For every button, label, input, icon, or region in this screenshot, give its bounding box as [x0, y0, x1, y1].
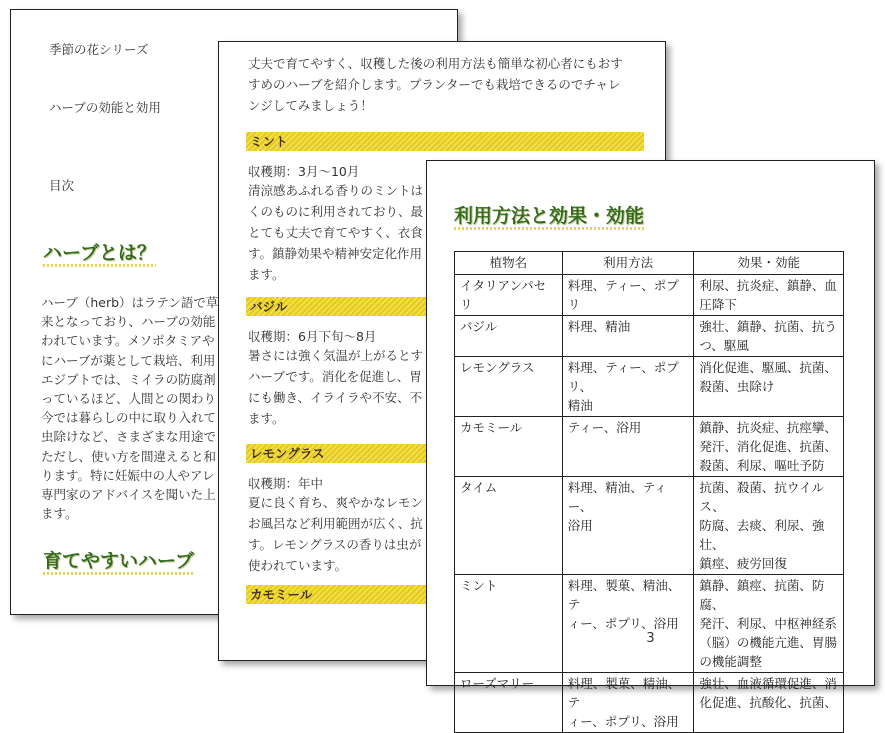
body-line: にハーブが薬として栽培、利用 — [41, 352, 216, 368]
plant-cell — [455, 673, 563, 733]
cell-line: 鎮静、抗炎症、抗痙攣、 — [699, 420, 837, 435]
page-number: 3 — [646, 631, 655, 646]
section-line: にも働き、イライラや不安、不 — [248, 390, 423, 405]
cell-line: バジル — [460, 319, 498, 334]
cell-line: 強壮、鎮静、抗菌、抗う — [699, 319, 837, 334]
section-line: ます。 — [248, 411, 285, 426]
section-band-1: バジル — [246, 297, 644, 316]
section-line: くのものに利用されており、最 — [248, 204, 424, 219]
cell-line: 防腐、去痰、利尿、強壮、 — [699, 518, 825, 552]
cell-line: 料理、ティー、ポプリ — [567, 278, 679, 312]
document-title: ハーブの効能と効用 — [49, 100, 161, 115]
section-line: 夏に良く育ち、爽やかなレモン — [248, 495, 424, 510]
heading-easy-herbs: 育てやすいハーブ — [43, 546, 194, 575]
cell-line: ローズマリー — [460, 676, 535, 691]
usage-cell — [562, 417, 694, 477]
cell-line: 発汗、利尿、中枢神経系 — [699, 616, 837, 631]
section-line: ます。 — [248, 267, 285, 282]
section-band-3: カモミール — [246, 585, 644, 604]
cell-line: 精油 — [567, 398, 593, 413]
usage-cell — [562, 575, 694, 673]
table-row — [455, 673, 844, 733]
body-line: ハーブ（herb）はラテン語で草 — [41, 295, 219, 310]
cell-line: 鎮静、鎮痙、抗菌、防腐、 — [699, 578, 825, 612]
section-line: 清涼感あふれる香りのミントは — [248, 183, 424, 198]
cell-line: カモミール — [460, 420, 523, 435]
usage-cell — [562, 316, 694, 357]
effect-cell — [694, 275, 844, 316]
cell-line: 料理、精油 — [567, 319, 631, 334]
body-line: 虫除けなど、さまざまな用途で — [41, 429, 217, 445]
cell-line: つ、駆風 — [699, 338, 749, 353]
cell-line: 料理、ティー、ポプリ、 — [567, 360, 679, 394]
table-row — [455, 477, 844, 575]
harvest-period: 収穫期：年中 — [248, 476, 324, 491]
table-row — [455, 316, 844, 357]
plant-cell — [455, 417, 563, 477]
harvest-period: 収穫期：3月～10月 — [248, 164, 360, 179]
usage-cell — [562, 357, 694, 417]
body-line: われています。メソポタミアや — [41, 333, 215, 349]
plant-cell — [455, 275, 563, 316]
column-header-plant: 植物名 — [455, 252, 563, 275]
cell-line: ティー、浴用 — [567, 420, 642, 435]
column-header-usage: 利用方法 — [562, 252, 694, 275]
section-line: す。鎮静効果や精神安定化作用 — [248, 246, 423, 261]
column-header-effect: 効果・効能 — [694, 252, 844, 275]
body-line: ります。特に妊娠中の人やアレ — [41, 467, 215, 483]
cell-line: 圧降下 — [699, 297, 737, 312]
effect-cell — [694, 357, 844, 417]
table-of-contents-label: 目次 — [49, 178, 75, 193]
section-line: お風呂など利用範囲が広く、抗 — [248, 516, 423, 531]
section-line: とても丈夫で育てやすく、衣食 — [248, 225, 423, 240]
cell-line: 消化促進、駆風、抗菌、 — [699, 360, 837, 375]
section-band-0: ミント — [246, 132, 644, 151]
table-header-row — [455, 252, 844, 275]
effect-cell — [694, 673, 844, 733]
cell-line: イタリアンパセ — [460, 278, 547, 293]
plant-cell — [455, 316, 563, 357]
plant-cell — [455, 575, 563, 673]
table-row — [455, 275, 844, 316]
cell-line: 殺菌、利尿、嘔吐予防 — [699, 458, 825, 473]
heading-about-herbs: ハーブとは？ — [43, 238, 156, 267]
effect-cell — [694, 575, 844, 673]
cell-line: ィー、ポプリ、浴用 — [567, 616, 679, 631]
herb-usage-table — [454, 251, 844, 733]
cell-line: レモングラス — [460, 360, 535, 375]
harvest-period: 収穫期：6月下旬～8月 — [248, 329, 377, 344]
intro-line: 丈夫で育てやすく、収穫した後の利用方法も簡単な初心者にもおす — [248, 56, 623, 71]
usage-cell — [562, 275, 694, 316]
cell-line: 発汗、消化促進、抗菌、 — [699, 439, 837, 454]
cell-line: 強壮、血液循環促進、消 — [699, 676, 837, 691]
section-line: ハーブです。消化を促進し、胃 — [248, 369, 422, 384]
cell-line: の機能調整 — [699, 654, 762, 669]
intro-line: ンジしてみましょう！ — [248, 98, 373, 113]
body-line: っているほど、人間との関わり — [41, 391, 217, 406]
table-row — [455, 417, 844, 477]
cell-line: 化促進、抗酸化、抗菌、 — [699, 695, 837, 710]
cell-line: 料理、精油、ティー、 — [567, 480, 667, 514]
section-line: 暑さには強く気温が上がるとす — [248, 348, 424, 363]
usage-cell — [562, 673, 694, 733]
section-line: 使われています。 — [248, 558, 348, 573]
body-line: ただし、使い方を間違えると和 — [41, 448, 217, 464]
cell-line: 抗菌、殺菌、抗ウイルス、 — [699, 480, 825, 514]
series-title: 季節の花シリーズ — [49, 42, 149, 57]
body-line: エジプトでは、ミイラの防腐剤 — [41, 371, 216, 387]
cell-line: タイム — [460, 480, 498, 495]
cell-line: リ — [460, 297, 473, 312]
cell-line: ィー、ポプリ、浴用 — [567, 714, 679, 729]
table-row — [455, 575, 844, 673]
section-band-2: レモングラス — [246, 444, 644, 463]
effect-cell — [694, 477, 844, 575]
body-line: 来となっており、ハーブの効能 — [41, 314, 216, 330]
table-row — [455, 357, 844, 417]
body-line: ます。 — [41, 506, 78, 522]
section-line: す。レモングラスの香りは虫が — [248, 537, 422, 552]
body-line: 専門家のアドバイスを聞いた上 — [41, 487, 216, 502]
cell-line: ミント — [460, 578, 498, 593]
cell-line: 料理、製菓、精油、テ — [567, 676, 681, 710]
cell-line: 殺菌、虫除け — [699, 379, 775, 394]
document-page-3 — [426, 160, 875, 729]
cell-line: 料理、製菓、精油、テ — [567, 578, 681, 612]
cell-line: （脳）の機能亢進、胃腸 — [699, 635, 837, 650]
cell-line: 浴用 — [567, 518, 593, 533]
cell-line: 鎮痙、疲労回復 — [699, 556, 787, 571]
plant-cell — [455, 477, 563, 575]
usage-cell — [562, 477, 694, 575]
cell-line: 利尿、抗炎症、鎮静、血 — [699, 278, 837, 293]
plant-cell — [455, 357, 563, 417]
intro-line: すめのハーブを紹介します。プランターでも栽培できるのでチャレ — [248, 77, 621, 92]
effect-cell — [694, 316, 844, 357]
effect-cell — [694, 417, 844, 477]
heading-usage-effects: 利用方法と効果・効能 — [454, 201, 644, 230]
body-line: 今では暮らしの中に取り入れて — [41, 410, 217, 426]
